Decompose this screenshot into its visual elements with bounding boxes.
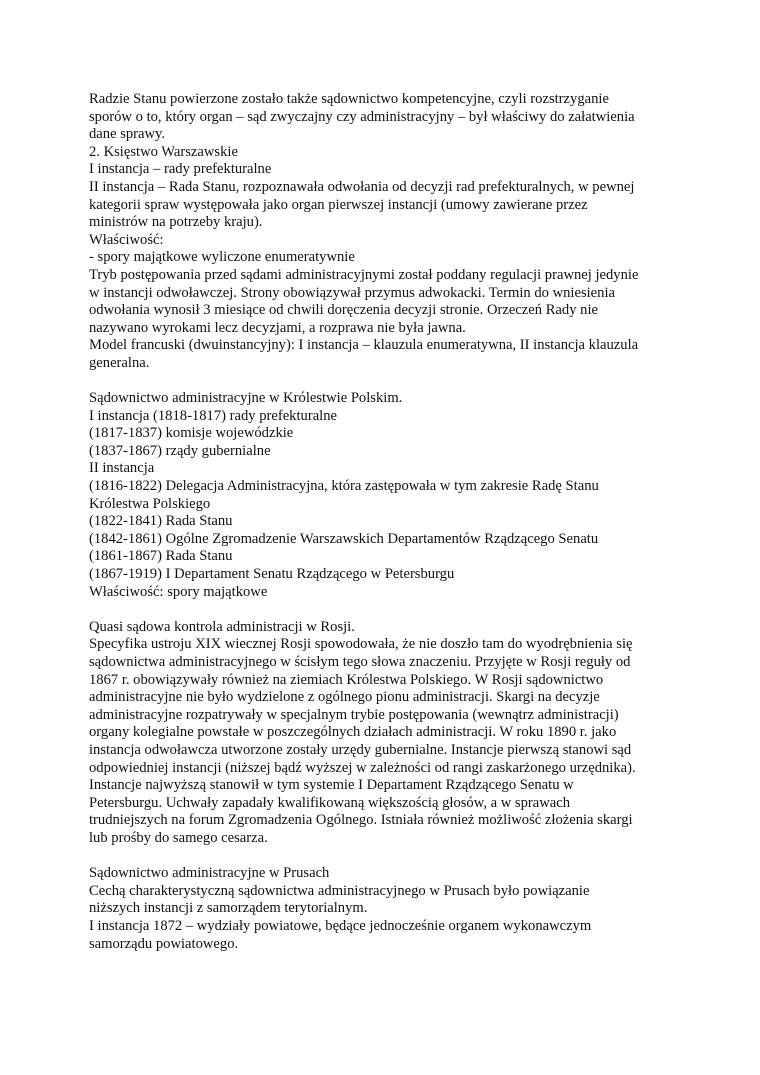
section-heading: Sądownictwo administracyjne w Królestwie Polskim. — [89, 390, 403, 407]
text-line: kategorii spraw występowała jako organ pierwszej instancji (umowy zawierane przez — [89, 196, 588, 213]
text-line: (1837-1867) rządy gubernialne — [89, 442, 271, 459]
text-line: - spory majątkowe wyliczone enumeratywnie — [89, 249, 355, 266]
text-line: w instancji odwoławczej. Strony obowiązywał przymus adwokacki. Termin do wniesienia — [89, 284, 615, 301]
section-heading: 2. Księstwo Warszawskie — [89, 143, 238, 160]
text-line: I instancja – rady prefekturalne — [89, 161, 272, 178]
text-line: Królestwa Polskiego — [89, 495, 211, 512]
text-line: (1816-1822) Delegacja Administracyjna, która zastępowała w tym zakresie Radę Stanu — [89, 478, 599, 495]
text-line: I instancja (1818-1817) rady prefekturalne — [89, 407, 337, 424]
section-intro — [89, 91, 679, 373]
text-line: administracyjne rozpatrywały w specjalnym trybie postępowania (wewnątrz administracji) — [89, 706, 619, 723]
text-line: (1817-1837) komisje wojewódzkie — [89, 425, 294, 442]
text-line: (1867-1919) I Departament Senatu Rządzącego w Petersburgu — [89, 566, 455, 583]
text-line: (1861-1867) Rada Stanu — [89, 548, 233, 565]
text-line: Petersburgu. Uchwały zapadały kwalifikowaną większością głosów, a w sprawach — [89, 794, 571, 811]
text-line: Tryb postępowania przed sądami administracyjnymi został poddany regulacji prawnej jedynie — [89, 266, 639, 283]
text-line: instancja odwoławcza utworzone zostały urzędy gubernialne. Instancje pierwszą stanowi sąd — [89, 741, 632, 758]
text-line: dane sprawy. — [89, 126, 166, 143]
text-line: lub prośby do samego cesarza. — [89, 829, 268, 846]
text-line: Specyfika ustroju XIX wiecznej Rosji spowodowała, że nie doszło tam do wyodrębnienia się — [89, 636, 633, 653]
text-line: II instancja — [89, 460, 155, 477]
text-line: sporów o to, który organ – sąd zwyczajny czy administracyjny – był właściwy do załatwienia — [89, 108, 635, 125]
text-line: niższych instancji z samorządem terytorialnym. — [89, 900, 368, 917]
section-heading: Sądownictwo administracyjne w Prusach — [89, 865, 330, 882]
text-line: ministrów na potrzeby kraju). — [89, 214, 263, 231]
section-krolestwo — [89, 390, 679, 601]
section-prusy — [89, 865, 679, 953]
text-line: administracyjne nie było wydzielone z ogólnego pionu administracji. Skargi na decyzje — [89, 689, 600, 706]
text-line: organy kolegialne powstałe w poszczególnych działach administracji. W roku 1890 r. jako — [89, 724, 617, 741]
document-page — [89, 91, 679, 953]
section-rosja — [89, 619, 679, 848]
text-line: odwołania wynosił 3 miesiące od chwili doręczenia decyzji stronie. Orzeczeń Rady nie — [89, 302, 598, 319]
section-heading: Quasi sądowa kontrola administracji w Rosji. — [89, 618, 355, 635]
text-line: I instancja 1872 – wydziały powiatowe, będące jednocześnie organem wykonawczym — [89, 917, 592, 934]
text-line: 1867 r. obowiązywały również na ziemiach Królestwa Polskiego. W Rosji sądownictwo — [89, 671, 604, 688]
paragraph-spacer — [89, 601, 679, 619]
text-line: trudniejszych na forum Zgromadzenia Ogólnego. Istniała również możliwość złożenia skargi — [89, 812, 633, 829]
text-line: generalna. — [89, 354, 150, 371]
text-line: (1822-1841) Rada Stanu — [89, 513, 233, 530]
text-line: sądownictwa administracyjnego w ścisłym tego słowa znaczeniu. Przyjęte w Rosji reguły od — [89, 654, 631, 670]
text-line: samorządu powiatowego. — [89, 935, 239, 952]
text-line: Właściwość: — [89, 231, 164, 248]
text-line: Instancje najwyższą stanowił w tym systemie I Departament Rządzącego Senatu w — [89, 777, 574, 794]
text-line: Właściwość: spory majątkowe — [89, 583, 268, 600]
text-line: (1842-1861) Ogólne Zgromadzenie Warszawskich Departamentów Rządzącego Senatu — [89, 530, 599, 547]
text-line: Model francuski (dwuinstancyjny): I instancja – klauzula enumeratywna, II instancja klauzula — [89, 337, 639, 354]
paragraph-spacer — [89, 373, 679, 391]
text-line: Radzie Stanu powierzone zostało także sądownictwo kompetencyjne, czyli rozstrzyganie — [89, 91, 609, 107]
paragraph-spacer — [89, 848, 679, 866]
text-line: Cechą charakterystyczną sądownictwa administracyjnego w Prusach było powiązanie — [89, 882, 590, 899]
text-line: odpowiedniej instancji (niższej bądź wyższej w zależności od rangi zaskarżonego urzędnika). — [89, 759, 636, 776]
text-line: II instancja – Rada Stanu, rozpoznawała odwołania od decyzji rad prefekturalnych, w pewnej — [89, 178, 635, 195]
text-line: nazywano wyrokami lecz decyzjami, a rozprawa nie była jawna. — [89, 319, 466, 336]
